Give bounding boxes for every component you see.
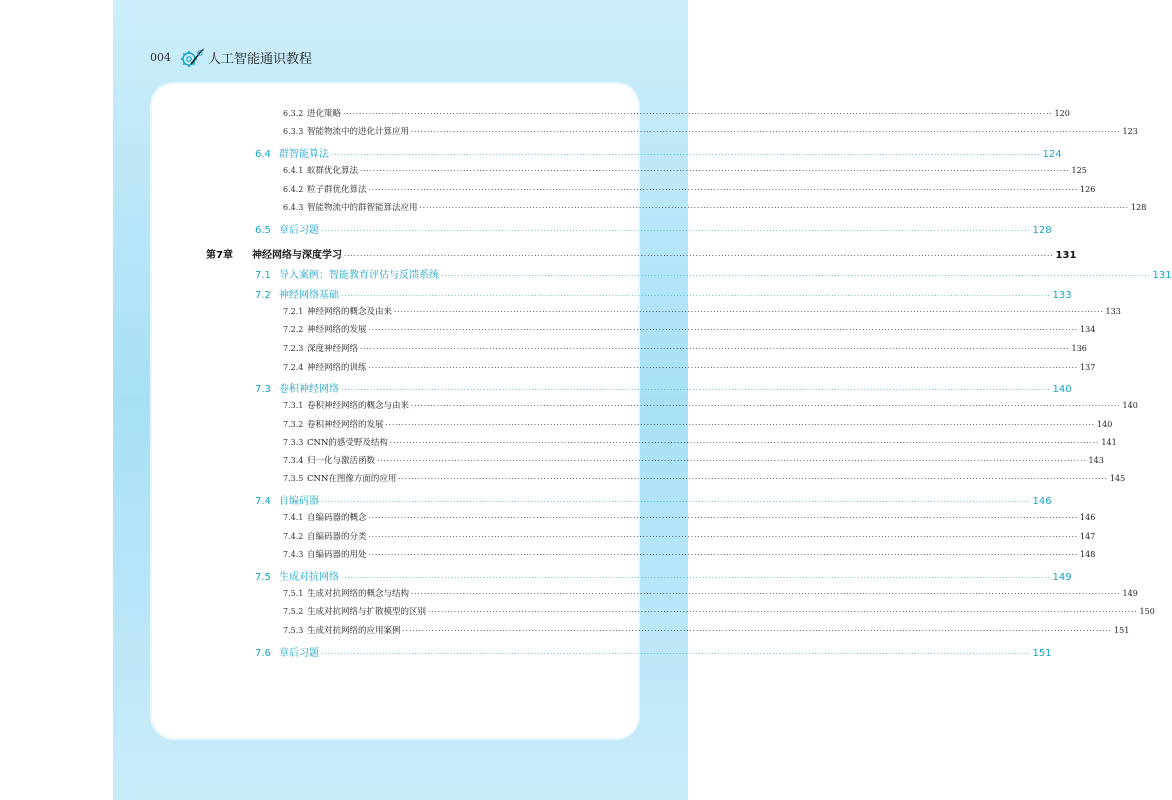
toc-entry-number: 7.3.2: [283, 420, 304, 429]
toc-leader-dots: ····························································································································································································································: [360, 167, 1070, 175]
toc-entry-sub: [283, 587, 1138, 599]
toc-leader-dots: ····························································································································································································································: [402, 627, 1113, 635]
toc-entry-page: 149: [1052, 572, 1072, 583]
toc-entry-sub: [283, 399, 1138, 411]
toc-entry-number: 7.4.3: [283, 550, 304, 559]
toc-leader-dots: ····························································································································································································································: [411, 128, 1121, 136]
toc-entry-title: 卷积神经网络的发展: [307, 420, 384, 430]
toc-entry-title: 卷积神经网络的概念与由来: [307, 401, 410, 411]
toc-entry-page: 151: [1114, 626, 1130, 635]
toc-entry-page: 120: [1054, 109, 1070, 118]
toc-entry-title: 蚁群优化算法: [307, 166, 359, 176]
toc-entry-title: 群智能算法: [279, 149, 329, 160]
toc-entry-number: 7.2.2: [283, 325, 304, 334]
toc-entry-number: 7.3.5: [283, 474, 304, 483]
toc-entry-title: 自编码器的分类: [307, 532, 367, 542]
toc-entry-sec: [255, 221, 1052, 236]
toc-leader-dots: ····························································································································································································································: [398, 475, 1108, 483]
toc-entry-sub: [283, 125, 1138, 137]
book-title: 人工智能通识教程: [208, 51, 313, 67]
toc-entry-title: 生成对抗网络的概念与结构: [307, 589, 410, 599]
toc-leader-dots: ····························································································································································································································: [344, 252, 1054, 260]
toc-leader-dots: ····························································································································································································································: [419, 204, 1130, 212]
toc-leader-dots: ····························································································································································································································: [341, 386, 1051, 394]
toc-leader-dots: ····························································································································································································································: [321, 650, 1031, 658]
toc-entry-sub: [283, 605, 1155, 617]
toc-entry-sec: [255, 568, 1072, 583]
toc-entry-title: 智能物流中的群智能算法应用: [307, 203, 418, 213]
toc-leader-dots: ····························································································································································································································: [385, 421, 1096, 429]
toc-entry-page: 126: [1080, 185, 1096, 194]
toc-entry-title: 神经网络的发展: [307, 325, 367, 335]
toc-entry-number: 6.5: [255, 225, 271, 236]
toc-entry-number: 7.5: [255, 572, 271, 583]
toc-entry-title: 神经网络基础: [279, 290, 339, 301]
toc-entry-page: 134: [1080, 325, 1096, 334]
page-header: [150, 46, 312, 68]
toc-entry-number: 6.4.3: [283, 203, 304, 212]
toc-entry-sec: [255, 145, 1062, 160]
toc-entry-page: 141: [1101, 438, 1117, 447]
toc-entry-page: 128: [1032, 225, 1052, 236]
toc-leader-dots: ····························································································································································································································: [368, 186, 1079, 194]
toc-entry-title: 生成对抗网络: [279, 572, 339, 583]
toc-entry-page: 125: [1071, 166, 1087, 175]
toc-leader-dots: ····························································································································································································································: [411, 590, 1121, 598]
toc-entry-title: 章后习题: [279, 225, 319, 236]
toc-entry-page: 131: [1055, 250, 1077, 261]
toc-entry-number: 第7章: [206, 250, 233, 261]
toc-entry-page: 149: [1122, 589, 1138, 598]
toc-entry-sec: [255, 492, 1052, 507]
toc-entry-number: 7.2.4: [283, 363, 304, 372]
toc-entry-number: 7.5.2: [283, 607, 304, 616]
toc-entry-page: 140: [1097, 420, 1113, 429]
toc-entry-title: 自编码器: [279, 496, 319, 507]
toc-leader-dots: ····························································································································································································································: [428, 608, 1138, 616]
toc-entry-sub: [283, 548, 1096, 560]
toc-entry-sub: [283, 530, 1096, 542]
toc-entry-title: 章后习题: [279, 648, 319, 659]
toc-entry-sec: [255, 286, 1072, 301]
toc-entry-number: 7.4.1: [283, 513, 304, 522]
toc-entry-page: 128: [1131, 203, 1147, 212]
toc-entry-title: 生成对抗网络的应用案例: [307, 626, 401, 636]
toc-entry-sub: [283, 624, 1130, 636]
toc-entry-title: 智能物流中的进化计算应用: [307, 127, 410, 137]
toc-entry-number: 7.2.3: [283, 344, 304, 353]
toc-leader-dots: ····························································································································································································································: [441, 272, 1151, 280]
toc-entry-page: 140: [1052, 384, 1072, 395]
gear-pencil-logo-icon: [179, 45, 205, 69]
toc-entry-number: 7.4.2: [283, 532, 304, 541]
toc-entry-page: 133: [1105, 307, 1121, 316]
toc-entry-number: 7.4: [255, 496, 271, 507]
toc-leader-dots: ····························································································································································································································: [389, 439, 1100, 447]
toc-entry-page: 146: [1080, 513, 1096, 522]
toc-entry-title: CNN的感受野及结构: [307, 438, 388, 448]
toc-entry-page: 143: [1088, 456, 1104, 465]
toc-entry-sec: [255, 380, 1072, 395]
toc-entry-number: 6.3.2: [283, 109, 304, 118]
toc-entry-title: 自编码器的概念: [307, 513, 367, 523]
toc-entry-page: 146: [1032, 496, 1052, 507]
toc-entry-number: 7.6: [255, 648, 271, 659]
toc-entry-number: 7.3: [255, 384, 271, 395]
toc-leader-dots: ····························································································································································································································: [368, 364, 1079, 372]
toc-entry-page: 136: [1071, 344, 1087, 353]
toc-entry-sub: [283, 436, 1117, 448]
toc-entry-sub: [283, 164, 1087, 176]
toc-entry-page: 133: [1052, 290, 1072, 301]
toc-entry-page: 123: [1122, 127, 1138, 136]
toc-entry-sub: [283, 511, 1096, 523]
toc-entry-sub: [283, 323, 1096, 335]
toc-entry-title: 自编码器的用处: [307, 550, 367, 560]
toc-entry-number: 7.3.1: [283, 401, 304, 410]
toc-entry-sub: [283, 183, 1096, 195]
toc-entry-chap: [206, 246, 1077, 261]
toc-entry-sub: [283, 305, 1121, 317]
toc-leader-dots: ····························································································································································································································: [321, 227, 1031, 235]
toc-entry-page: 124: [1042, 149, 1062, 160]
toc-entry-sec: [255, 266, 1172, 281]
toc-entry-title: 粒子群优化算法: [307, 185, 367, 195]
toc-entry-page: 148: [1080, 550, 1096, 559]
toc-leader-dots: ····························································································································································································································: [331, 151, 1041, 159]
toc-entry-title: 神经网络的训练: [307, 363, 367, 373]
toc-entry-title: 生成对抗网络与扩散模型的区别: [307, 607, 427, 617]
toc-leader-dots: ····························································································································································································································: [377, 457, 1087, 465]
toc-entry-sub: [283, 361, 1096, 373]
toc-leader-dots: ····························································································································································································································: [368, 533, 1079, 541]
toc-entry-title: 神经网络的概念及由来: [307, 307, 393, 317]
toc-leader-dots: ····························································································································································································································: [321, 498, 1031, 506]
toc-leader-dots: ····························································································································································································································: [343, 110, 1053, 118]
toc-entry-number: 7.1: [255, 270, 271, 281]
toc-entry-sub: [283, 201, 1147, 213]
toc-leader-dots: ····························································································································································································································: [368, 326, 1079, 334]
toc-entry-sub: [283, 454, 1104, 466]
toc-entry-number: 7.2.1: [283, 307, 304, 316]
toc-entry-number: 7.3.3: [283, 438, 304, 447]
toc-entry-title: 进化策略: [307, 109, 342, 119]
toc-entry-number: 7.5.3: [283, 626, 304, 635]
toc-leader-dots: ····························································································································································································································: [368, 551, 1079, 559]
toc-entry-number: 7.2: [255, 290, 271, 301]
toc-leader-dots: ····························································································································································································································: [360, 345, 1070, 353]
toc-entry-page: 145: [1109, 474, 1126, 483]
toc-entry-page: 151: [1032, 648, 1052, 659]
toc-entry-sub: [283, 472, 1126, 484]
toc-entry-number: 7.5.1: [283, 589, 304, 598]
toc-entry-page: 131: [1152, 270, 1172, 281]
toc-leader-dots: ····························································································································································································································: [368, 514, 1079, 522]
toc-entry-sub: [283, 107, 1070, 119]
toc-entry-title: 卷积神经网络: [279, 384, 339, 395]
toc-entry-page: 140: [1122, 401, 1138, 410]
toc-entry-page: 137: [1080, 363, 1096, 372]
toc-entry-title: CNN在图像方面的应用: [307, 474, 397, 484]
toc-entry-title: 导入案例：智能教育评估与反馈系统: [279, 270, 439, 281]
page-number: 004: [150, 50, 171, 64]
toc-entry-title: 神经网络与深度学习: [252, 250, 342, 261]
toc-entry-page: 147: [1080, 532, 1096, 541]
toc-leader-dots: ····························································································································································································································: [394, 308, 1104, 316]
toc-leader-dots: ····························································································································································································································: [341, 574, 1051, 582]
toc-entry-sub: [283, 342, 1087, 354]
toc-entry-number: 6.4: [255, 149, 271, 160]
toc-entry-number: 6.4.2: [283, 185, 304, 194]
toc-entry-sub: [283, 418, 1113, 430]
toc-entry-number: 6.3.3: [283, 127, 304, 136]
toc-entry-title: 归一化与激活函数: [307, 456, 376, 466]
toc-entry-sec: [255, 644, 1052, 659]
toc-entry-number: 6.4.1: [283, 166, 304, 175]
toc-leader-dots: ····························································································································································································································: [411, 402, 1121, 410]
toc-entry-page: 150: [1139, 607, 1155, 616]
toc-entry-title: 深度神经网络: [307, 344, 359, 354]
toc-leader-dots: ····························································································································································································································: [341, 292, 1051, 300]
toc-entry-number: 7.3.4: [283, 456, 304, 465]
